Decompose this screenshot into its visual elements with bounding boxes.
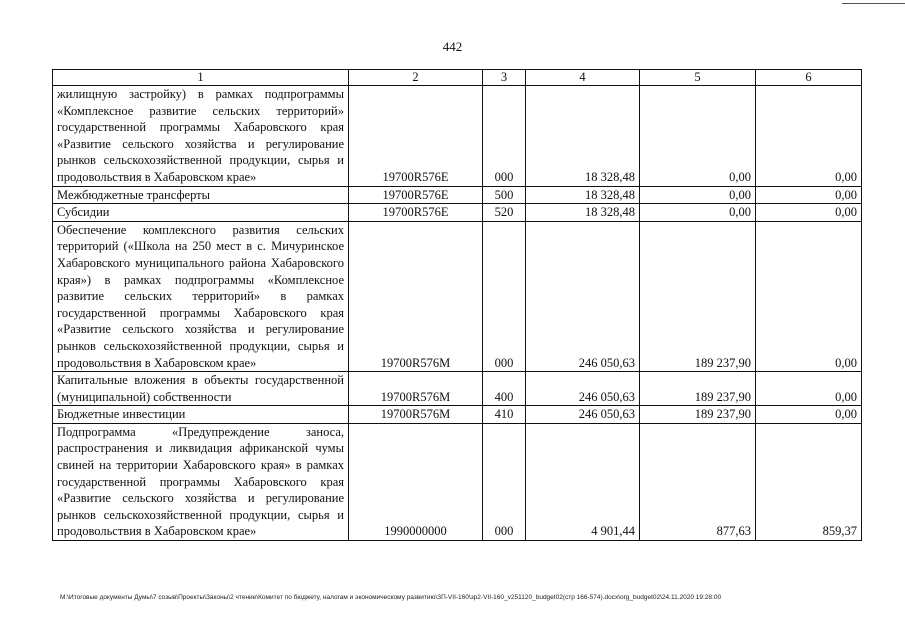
table-row	[53, 423, 862, 540]
row-value-4: 18 328,48	[526, 86, 640, 187]
table-row	[53, 204, 862, 222]
table-row	[53, 372, 862, 406]
row-value-5: 0,00	[640, 186, 756, 204]
row-type: 000	[483, 221, 526, 371]
page-number: 442	[442, 39, 463, 54]
row-code: 1990000000	[349, 423, 483, 540]
column-header-6: 6	[756, 70, 862, 86]
row-name: Субсидии	[53, 204, 349, 222]
row-name: Бюджетные инвестиции	[53, 406, 349, 424]
row-type: 400	[483, 372, 526, 406]
table-row	[53, 221, 862, 371]
column-header-5: 5	[640, 70, 756, 86]
column-header-4: 4	[526, 70, 640, 86]
row-value-6: 0,00	[756, 204, 862, 222]
row-code: 19700R576E	[349, 86, 483, 187]
row-name: жилищную застройку) в рамках подпрограммы «Комплексное развитие сельских территорий» государственной программы Хабаровского края «Развитие сельского хозяйства и регулирование рынков сельскохозяйственной продукции, сырья и продовольствия в Хабаровском крае»	[53, 86, 349, 187]
row-value-5: 189 237,90	[640, 406, 756, 424]
table-row	[53, 186, 862, 204]
row-value-4: 18 328,48	[526, 186, 640, 204]
row-type: 500	[483, 186, 526, 204]
row-value-4: 246 050,63	[526, 221, 640, 371]
column-header-2: 2	[349, 70, 483, 86]
row-value-4: 246 050,63	[526, 372, 640, 406]
row-name: Капитальные вложения в объекты государственной (муниципальной) собственности	[53, 372, 349, 406]
footer-file-path: M:\Итоговые документы Думы\7 созыв\Проекты\Законы\2 чтение\Комитет по бюджету, налогам и экономическому развитию\ЗП-VII-160\зр2-VII-160_v251120_budget02(стр 166-574).docx\org_budget02\24.11.2020 19:28:00	[60, 594, 722, 601]
row-code: 19700R576E	[349, 186, 483, 204]
budget-table	[52, 69, 862, 541]
row-value-5: 189 237,90	[640, 372, 756, 406]
row-code: 19700R576E	[349, 204, 483, 222]
row-value-4: 18 328,48	[526, 204, 640, 222]
row-value-4: 4 901,44	[526, 423, 640, 540]
row-value-6: 0,00	[756, 186, 862, 204]
row-type: 000	[483, 423, 526, 540]
header-row	[53, 70, 862, 86]
row-code: 19700R576M	[349, 221, 483, 371]
row-type: 520	[483, 204, 526, 222]
row-value-4: 246 050,63	[526, 406, 640, 424]
row-name: Подпрограмма «Предупреждение заноса, распространения и ликвидация африканской чумы свиней на территории Хабаровского края» в рамках государственной программы Хабаровского края «Развитие сельского хозяйства и регулирование рынков сельскохозяйственной продукции, сырья и продовольствия в Хабаровском крае»	[53, 423, 349, 540]
row-value-5: 877,63	[640, 423, 756, 540]
row-value-5: 189 237,90	[640, 221, 756, 371]
row-value-6: 0,00	[756, 406, 862, 424]
row-name: Межбюджетные трансферты	[53, 186, 349, 204]
row-name: Обеспечение комплексного развития сельских территорий («Школа на 250 мест в с. Мичуринское Хабаровского муниципального района Хабаровского края») в рамках подпрограммы «Комплексное развитие сельских территорий» в рамках государственной программы Хабаровского края «Развитие сельского хозяйства и регулирование рынков сельскохозяйственной продукции, сырья и продовольствия в Хабаровском крае»	[53, 221, 349, 371]
row-value-5: 0,00	[640, 86, 756, 187]
row-type: 410	[483, 406, 526, 424]
row-value-6: 0,00	[756, 221, 862, 371]
row-value-6: 0,00	[756, 86, 862, 187]
column-header-3: 3	[483, 70, 526, 86]
corner-rule	[842, 3, 905, 4]
table-row	[53, 406, 862, 424]
row-value-5: 0,00	[640, 204, 756, 222]
column-header-1: 1	[53, 70, 349, 86]
row-code: 19700R576M	[349, 372, 483, 406]
row-value-6: 0,00	[756, 372, 862, 406]
row-code: 19700R576M	[349, 406, 483, 424]
table-row	[53, 86, 862, 187]
row-type: 000	[483, 86, 526, 187]
row-value-6: 859,37	[756, 423, 862, 540]
